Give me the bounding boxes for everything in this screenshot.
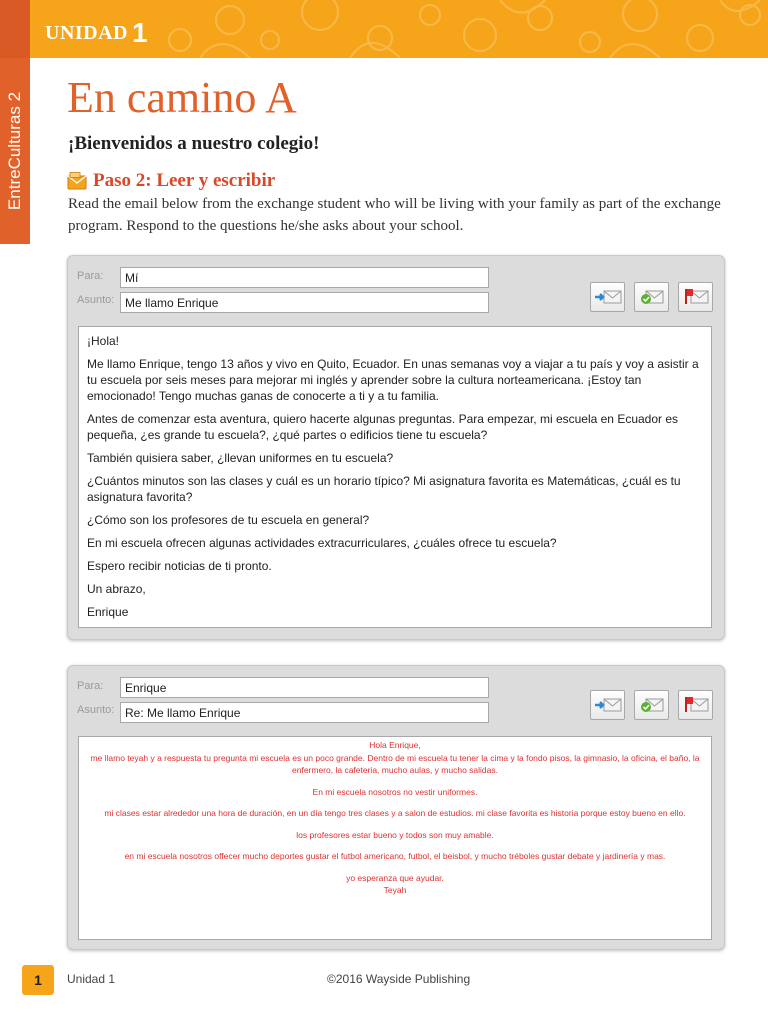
envelope-icon (67, 172, 87, 190)
to-field[interactable]: Enrique (120, 677, 489, 698)
subject-field[interactable]: Me llamo Enrique (120, 292, 489, 313)
subject-field[interactable]: Re: Me llamo Enrique (120, 702, 489, 723)
step-title: Paso 2: Leer y escribir (93, 170, 276, 191)
to-label: Para: (77, 680, 104, 692)
side-strip-top (0, 0, 30, 58)
reply-paragraph: mi clases estar alrededor una hora de duración, en un día tengo tres clases y a salon de estudios. mi clase favorita es historia porque estoy bueno en ello. (104, 808, 686, 818)
flag-icon (681, 695, 711, 715)
instructions: Read the email below from the exchange student who will be living with your family as part of the exchange program. Respond to the questions he/she asks about your school. (68, 196, 721, 234)
send-icon (593, 695, 623, 715)
series-name: EntreCulturas 2 (5, 91, 24, 211)
flag-icon (681, 287, 711, 307)
email-paragraph: Un abrazo, (87, 582, 146, 596)
step-heading (67, 170, 275, 192)
subject-label: Asunto: (77, 704, 115, 716)
check-icon (637, 695, 667, 715)
reply-greeting: Hola Enrique, (369, 740, 421, 750)
footer-unit: Unidad 1 (67, 972, 116, 986)
reply-email (67, 665, 725, 950)
email-paragraph: Espero recibir noticias de ti pronto. (87, 559, 272, 573)
email-paragraph: ¿Cómo son los profesores de tu escuela en general? (87, 513, 370, 527)
page-subtitle: ¡Bienvenidos a nuestro colegio! (68, 133, 320, 154)
page-title: En camino A (67, 73, 297, 122)
unit-number: 1 (132, 17, 149, 48)
send-button[interactable] (590, 690, 625, 720)
check-button[interactable] (634, 690, 669, 720)
reply-signature: Teyah (383, 885, 407, 895)
unit-word: UNIDAD (45, 22, 128, 44)
email-paragraph: Me llamo Enrique, tengo 13 años y vivo en Quito, Ecuador. En unas semanas voy a viajar a tu país y voy a asistir a tu escuela por seis meses para mejorar mi inglés y aprender sobre la cultura norteamericana. ¡Estoy tan emocionado! Tengo muchas ganas de conocerte a ti y a tu familia. (87, 357, 699, 403)
flag-button[interactable] (678, 690, 713, 720)
email-paragraph: ¿Cuántos minutos son las clases y cuál es un horario típico? Mi asignatura favorita es Matemáticas, ¿cuál es tu asignatura favorita? (87, 474, 681, 504)
flag-button[interactable] (678, 282, 713, 312)
check-icon (637, 287, 667, 307)
reply-body[interactable] (78, 736, 712, 940)
send-icon (593, 287, 623, 307)
email-paragraph: En mi escuela ofrecen algunas actividades extracurriculares, ¿cuáles ofrece tu escuela? (87, 536, 557, 550)
email-paragraph: También quisiera saber, ¿llevan uniformes en tu escuela? (87, 451, 394, 465)
to-field[interactable]: Mí (120, 267, 489, 288)
footer-copyright: ©2016 Wayside Publishing (327, 972, 471, 986)
email-paragraph: Enrique (87, 605, 129, 619)
reply-paragraph: En mi escuela nosotros no vestir uniformes. (312, 786, 478, 797)
reply-paragraph: yo esperanza que ayudar. (346, 872, 444, 883)
series-label (0, 58, 30, 244)
to-label: Para: (77, 270, 104, 282)
reply-paragraph: me llamo teyah y a respuesta tu pregunta mi escuela es un poco grande. Dentro de mi escuela tu tener la cima y la fondo pisos, la gimnasio, la oficina, el baño, la enfermero, la cafeteria, mucho aulas, y mucho salidas. (90, 752, 700, 775)
unit-heading (45, 14, 148, 46)
subject-label: Asunto: (77, 294, 115, 306)
top-banner (0, 0, 768, 58)
page-number: 1 (22, 965, 54, 995)
send-button[interactable] (590, 282, 625, 312)
email-body (78, 326, 712, 628)
email-paragraph: Antes de comenzar esta aventura, quiero hacerte algunas preguntas. Para empezar, mi escuela en Ecuador es pequeña, ¿es grande tu escuela?, ¿qué partes o edificios tiene tu escuela? (87, 412, 679, 442)
received-email (67, 255, 725, 640)
check-button[interactable] (634, 282, 669, 312)
reply-paragraph: en mi escuela nosotros offecer mucho deportes gustar el futbol americano, futbol, el beisbol, y mucho tréboles gustar debate y jardinería y mas. (124, 851, 666, 861)
email-paragraph: ¡Hola! (87, 334, 120, 348)
reply-paragraph: los profesores estar bueno y todos son muy amable. (296, 829, 494, 840)
